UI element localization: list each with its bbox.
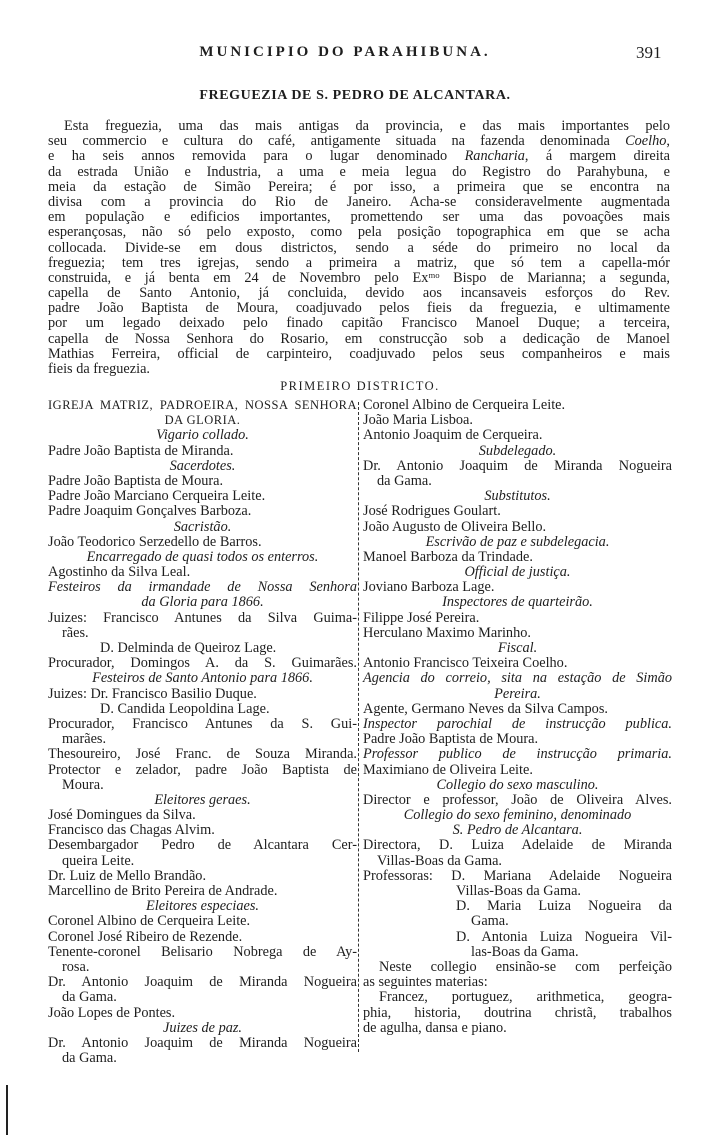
text-line: [363, 975, 672, 990]
line-text: Eleitores geraes.: [154, 791, 251, 808]
line-text: Francisco das Chagas Alvim.: [48, 822, 215, 839]
right-column: [363, 398, 672, 1036]
text-line: [48, 869, 357, 884]
line-text: Juizes: Dr. Francisco Basilio Duque.: [48, 685, 257, 702]
line-text: José Domingues da Silva.: [48, 807, 196, 824]
line-text: Festeiros de Santo Antonio para 1866.: [92, 670, 313, 687]
line-text: ,: [666, 133, 670, 150]
line-text: D. Maria Luiza Nogueira da: [456, 898, 672, 915]
line-text: Inspectores de quarteirão.: [442, 594, 593, 611]
text-line: [363, 1021, 672, 1036]
text-line: [48, 595, 357, 610]
text-line: [48, 444, 357, 459]
text-line: [48, 1051, 357, 1066]
text-line: [363, 1006, 672, 1021]
line-text: Professoras: D. Mariana Adelaide Nogueira: [363, 867, 672, 884]
text-line: [48, 899, 357, 914]
line-text: Pereira.: [494, 685, 541, 702]
line-text: Neste collegio ensinão-se com perfeição: [379, 958, 672, 975]
line-text: D. Antonia Luiza Nogueira Vil-: [456, 928, 672, 945]
line-text: Joviano Barboza Lage.: [363, 579, 495, 596]
line-text: Gama.: [471, 913, 509, 930]
text-line: [48, 413, 357, 428]
line-text: rães.: [62, 624, 89, 641]
text-line: [48, 884, 357, 899]
line-text: Filippe José Pereira.: [363, 609, 480, 626]
text-line: [48, 165, 670, 180]
text-line: [48, 256, 670, 271]
text-line: [363, 778, 672, 793]
text-line: [48, 149, 670, 164]
text-line: [363, 702, 672, 717]
text-line: [48, 286, 670, 301]
line-text: Marcellino de Brito Pereira de Andrade.: [48, 883, 278, 899]
line-text: phia, historia, doutrina christã, trabalhos: [363, 1004, 672, 1021]
text-line: [363, 474, 672, 489]
line-text: Francez, portuguez, arithmetica, geogra-: [379, 989, 672, 1006]
line-text: Coronel José Ribeiro de Rezende.: [48, 928, 243, 945]
line-text: Padre João Baptista de Moura.: [48, 472, 224, 489]
text-line: [363, 520, 672, 535]
line-text: Agente, Germano Neves da Silva Campos.: [363, 700, 608, 717]
text-line: [48, 687, 357, 702]
text-line: [48, 611, 357, 626]
text-line: [48, 398, 357, 413]
text-line: [363, 398, 672, 413]
line-text: da Gama.: [62, 1050, 117, 1067]
line-text: Protector e zelador, padre João Baptista de: [48, 761, 357, 778]
text-line: [363, 945, 672, 960]
text-line: [48, 459, 357, 474]
text-line: [48, 474, 357, 489]
text-line: [48, 656, 357, 671]
text-line: [363, 535, 672, 550]
text-line: [363, 595, 672, 610]
text-line: [48, 1036, 357, 1051]
text-line: [48, 930, 357, 945]
line-text: e ha seis annos removida para o lugar denominado: [48, 148, 465, 165]
text-line: [363, 717, 672, 732]
text-line: [48, 332, 670, 347]
line-text: Desembargador Pedro de Alcantara Cer-: [48, 837, 357, 854]
text-line: [48, 838, 357, 853]
line-text: Agostinho da Silva Leal.: [48, 564, 191, 581]
text-line: [363, 671, 672, 686]
text-line: [48, 428, 357, 443]
text-line: [48, 990, 357, 1005]
text-line: [48, 225, 670, 240]
page-number: 391: [636, 43, 662, 62]
text-line: [363, 428, 672, 443]
line-text: as seguintes materias:: [363, 974, 488, 991]
text-line: [48, 914, 357, 929]
line-text: em população e edificios importantes, promettendo ser uma das povoações mais: [48, 209, 670, 226]
line-text: da estrada União e Industria, a uma e meia legua do Registro do Parahybuna, e: [48, 163, 670, 180]
line-text: Coronel Albino de Cerqueira Leite.: [48, 913, 251, 930]
text-line: [48, 975, 357, 990]
running-header: MUNICIPIO DO PARAHIBUNA.: [199, 44, 491, 60]
text-line: [363, 641, 672, 656]
line-text: Villas-Boas da Gama.: [377, 852, 502, 869]
text-line: [48, 241, 670, 256]
line-text: Sacerdotes.: [169, 457, 236, 474]
text-line: [48, 347, 670, 362]
line-text: meia da estação de Simão Pereira; é por isso, a primeira que se encontra na: [48, 178, 670, 195]
line-text: de agulha, dansa e piano.: [363, 1019, 507, 1036]
text-line: [48, 747, 357, 762]
line-text: construida, e já benta em 24 de Novembro pelo Exᵐᵒ Bispo de Marianna; a segunda,: [48, 269, 670, 286]
line-text: freguezia; tem tres igrejas, sendo a primeira a matriz, que só tem a capella-mór: [48, 254, 670, 271]
text-line: [48, 489, 357, 504]
line-text: Juizes de paz.: [162, 1019, 243, 1036]
text-line: [363, 732, 672, 747]
line-text: Padre João Baptista de Moura.: [363, 731, 539, 748]
line-text: Villas-Boas da Gama.: [456, 883, 581, 899]
text-line: [363, 687, 672, 702]
text-line: [48, 626, 357, 641]
line-text: seu commercio e cultura do café, antigamente situada na fazenda denominada: [48, 133, 626, 150]
text-line: [48, 119, 670, 134]
line-text: las-Boas da Gama.: [471, 943, 579, 960]
line-text: esperançosas, não só pelo exposto, como pela posição topographica em que se acha: [48, 224, 670, 241]
text-line: [48, 271, 670, 286]
text-line: [48, 854, 357, 869]
text-line: [48, 823, 357, 838]
text-line: [48, 960, 357, 975]
text-line: [363, 914, 672, 929]
line-text: Collegio do sexo feminino, denominado: [403, 807, 632, 824]
line-text: Maximiano de Oliveira Leite.: [363, 761, 533, 778]
line-text: por um legado deixado pelo finado capitão Francisco Manoel Duque; a terceira,: [48, 315, 670, 332]
line-text: collocada. Divide-se em dous districtos, sendo a séde do primeiro no local da: [48, 239, 670, 256]
line-text: Dr. Antonio Joaquim de Miranda Nogueira: [48, 974, 357, 991]
text-line: [363, 990, 672, 1005]
text-line: [48, 793, 357, 808]
text-line: [363, 763, 672, 778]
line-text: , á margem direita: [524, 148, 670, 165]
line-text: João Lopes de Pontes.: [48, 1004, 176, 1021]
line-text: D. Candida Leopoldina Lage.: [100, 700, 270, 717]
line-text: Official de justiça.: [464, 564, 571, 581]
text-line: [48, 565, 357, 580]
text-line: [363, 930, 672, 945]
line-text: Antonio Joaquim de Cerqueira.: [363, 427, 543, 444]
text-line: [363, 565, 672, 580]
text-line: [363, 793, 672, 808]
text-line: [363, 489, 672, 504]
text-line: [48, 535, 357, 550]
line-text: Collegio do sexo masculino.: [436, 776, 599, 793]
line-text: Agencia do correio, sita na estação de Simão: [363, 670, 672, 687]
line-text: Esta freguezia, uma das mais antigas da provincia, e das mais importantes pelo: [64, 118, 670, 134]
text-line: [363, 504, 672, 519]
line-text: S. Pedro de Alcantara.: [452, 822, 583, 839]
line-text: Sacristão.: [173, 518, 232, 535]
line-text: Inspector parochial de instrucção publica.: [363, 715, 672, 732]
line-text: Professor publico de instrucção primaria.: [363, 746, 672, 763]
text-line: [363, 611, 672, 626]
line-text: Thesoureiro, José Franc. de Souza Miranda.: [48, 746, 357, 763]
text-line: [48, 210, 670, 225]
line-text: Padre Joaquim Gonçalves Barboza.: [48, 503, 252, 520]
section-title: FREGUEZIA DE S. PEDRO DE ALCANTARA.: [199, 88, 511, 103]
line-text: rosa.: [62, 958, 90, 975]
text-line: [48, 763, 357, 778]
line-text: Padre João Marciano Cerqueira Leite.: [48, 488, 266, 505]
line-text: Dr. Antonio Joaquim de Miranda Nogueira: [363, 457, 672, 474]
text-line: [48, 550, 357, 565]
text-line: [48, 580, 357, 595]
text-line: [48, 362, 670, 377]
text-line: [48, 180, 670, 195]
text-line: [363, 854, 672, 869]
text-line: [363, 550, 672, 565]
line-text: DA GLORIA.: [164, 413, 241, 428]
line-text: Coronel Albino de Cerqueira Leite.: [363, 397, 566, 413]
line-text: Moura.: [62, 776, 104, 793]
line-text: Procurador, Francisco Antunes da S. Gui-: [48, 715, 357, 732]
line-text: da Gama.: [62, 989, 117, 1006]
column-divider: [358, 402, 359, 1052]
text-line: [48, 671, 357, 686]
text-line: [48, 316, 670, 331]
text-line: [363, 626, 672, 641]
line-text: Padre João Baptista de Miranda.: [48, 442, 234, 459]
text-line: [363, 869, 672, 884]
line-text: D. Delminda de Queiroz Lage.: [100, 640, 277, 656]
line-text: Directora, D. Luiza Adelaide de Miranda: [363, 837, 672, 854]
line-text: Subdelegado.: [478, 442, 557, 459]
text-line: [363, 823, 672, 838]
line-text: da Gama.: [377, 472, 432, 489]
line-text: da Gloria para 1866.: [141, 594, 264, 611]
text-line: [363, 960, 672, 975]
text-line: [363, 899, 672, 914]
line-text: Substitutos.: [484, 488, 551, 505]
line-text: queira Leite.: [62, 852, 135, 869]
line-text: João Augusto de Oliveira Bello.: [363, 518, 547, 535]
line-text: Juizes: Francisco Antunes da Silva Guima-: [48, 609, 357, 626]
text-line: [48, 732, 357, 747]
line-text: Dr. Antonio Joaquim de Miranda Nogueira: [48, 1034, 357, 1051]
text-line: [363, 808, 672, 823]
line-text: Eleitores especiaes.: [145, 898, 259, 915]
text-line: [363, 580, 672, 595]
line-text: João Teodorico Serzedello de Barros.: [48, 533, 262, 550]
line-text: Fiscal.: [497, 640, 538, 656]
text-line: [48, 641, 357, 656]
intro-paragraph: [48, 119, 670, 377]
line-text: João Maria Lisboa.: [363, 412, 473, 429]
text-line: [363, 413, 672, 428]
text-line: [48, 195, 670, 210]
line-text: marães.: [62, 731, 107, 748]
line-text: Dr. Luiz de Mello Brandão.: [48, 867, 207, 884]
district-title: PRIMEIRO DISTRICTO.: [280, 379, 440, 393]
line-text: Tenente-coronel Belisario Nobrega de Ay-: [48, 943, 357, 960]
text-line: [48, 945, 357, 960]
italic-text: Coelho: [625, 133, 667, 150]
line-text: fieis da freguezia.: [48, 361, 151, 377]
text-line: [363, 838, 672, 853]
line-text: Antonio Francisco Teixeira Coelho.: [363, 655, 568, 672]
line-text: Escrivão de paz e subdelegacia.: [425, 533, 610, 550]
text-line: [363, 747, 672, 762]
line-text: Herculano Maximo Marinho.: [363, 624, 531, 641]
text-line: [363, 656, 672, 671]
text-line: [48, 301, 670, 316]
text-line: [48, 1021, 357, 1036]
line-text: Procurador, Domingos A. da S. Guimarães.: [48, 655, 357, 672]
text-line: [48, 134, 670, 149]
line-text: padre João Baptista de Moura, coadjuvado pelos fieis da freguezia, e ultimamente: [48, 300, 670, 317]
text-line: [48, 520, 357, 535]
text-line: [48, 717, 357, 732]
text-line: [48, 778, 357, 793]
text-line: [48, 504, 357, 519]
line-text: IGREJA MATRIZ, PADROEIRA, NOSSA SENHORA: [48, 398, 357, 412]
line-text: divisa com a provincia do Rio de Janeiro. Acha-se consideravelmente augmentada: [48, 193, 670, 210]
line-text: José Rodrigues Goulart.: [363, 503, 501, 520]
text-line: [363, 884, 672, 899]
line-text: Festeiros da irmandade de Nossa Senhora: [48, 579, 357, 596]
line-text: Encarregado de quasi todos os enterros.: [86, 548, 319, 565]
text-line: [48, 808, 357, 823]
line-text: Manoel Barboza da Trindade.: [363, 548, 533, 565]
line-text: Vigario collado.: [156, 427, 249, 444]
scan-margin-mark: [6, 1085, 8, 1135]
text-line: [363, 459, 672, 474]
left-column: [48, 398, 357, 1066]
text-line: [48, 1006, 357, 1021]
line-text: capella de Santo Antonio, já concluida, devido aos incansaveis esforços do Rev.: [48, 285, 670, 302]
line-text: Mathias Ferreira, official de carpinteiro, coadjuvado pelos seus companheiros e mais: [48, 345, 670, 362]
line-text: capella de Nossa Senhora do Rosario, em construcção sob a dedicação de Manoel: [48, 330, 670, 347]
text-line: [363, 444, 672, 459]
line-text: Director e professor, João de Oliveira Alves.: [363, 791, 672, 808]
text-line: [48, 702, 357, 717]
italic-text: Rancharia: [464, 148, 525, 165]
